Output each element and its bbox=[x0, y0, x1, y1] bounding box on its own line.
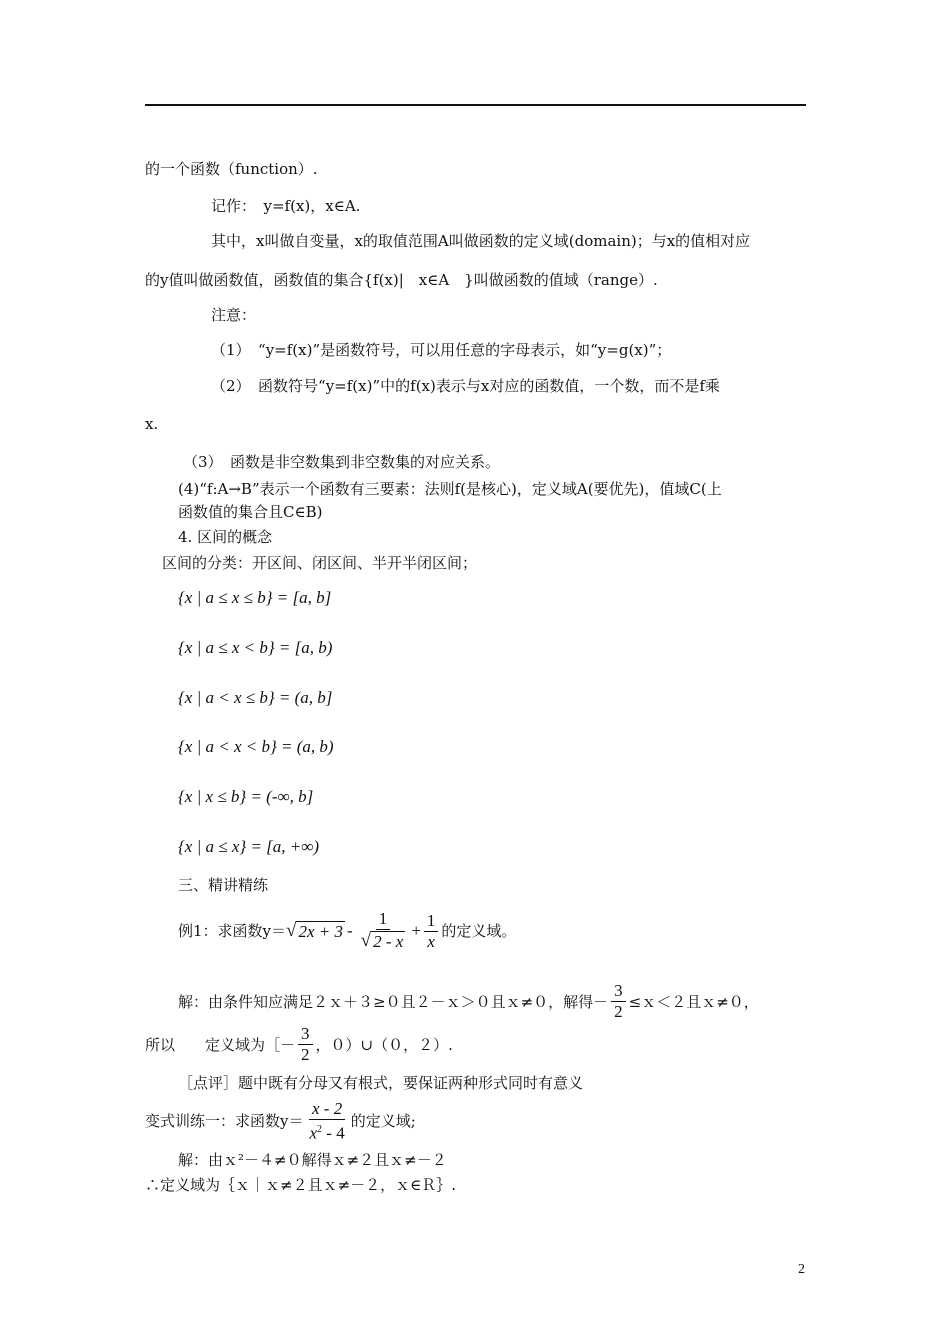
solution-2-line-1: 解：由ｘ²－４≠０解得ｘ≠２且ｘ≠－２ bbox=[178, 1151, 447, 1169]
comment: ［点评］题中既有分母又有根式，要保证两种形式同时有意义 bbox=[178, 1074, 584, 1092]
text-line: 记作： y=f(x)，x∈A. bbox=[211, 197, 361, 215]
solution-2-line-2: ∴定义域为｛ｘ｜ｘ≠２且ｘ≠－２，ｘ∈Ｒ｝. bbox=[145, 1176, 457, 1194]
radical-sign: √ bbox=[286, 919, 297, 941]
text-line: 的y值叫做函数值，函数值的集合{f(x)| x∈A }叫做函数的值域（range）. bbox=[145, 271, 658, 289]
text-line: （3） 函数是非空数集到非空数集的对应关系。 bbox=[183, 453, 501, 471]
fraction bbox=[424, 912, 439, 951]
page-number: 2 bbox=[798, 1262, 805, 1277]
fraction-numerator: 3 bbox=[298, 1025, 313, 1045]
fraction-numerator: x - 2 bbox=[309, 1100, 345, 1120]
fraction-numerator: 1 bbox=[424, 912, 439, 932]
solution-1-line-1 bbox=[178, 982, 759, 1021]
fraction-denominator: √ 2 - x bbox=[360, 930, 404, 951]
variant-exercise bbox=[145, 1100, 416, 1143]
example-1 bbox=[178, 910, 516, 952]
solution-text: 所以 定义域为［－ bbox=[145, 1035, 296, 1054]
fraction bbox=[306, 1100, 347, 1143]
denominator-rest: - 4 bbox=[322, 1123, 345, 1143]
interval-formula: {x | x ≤ b} = (-∞, b] bbox=[178, 787, 314, 806]
fraction-denominator: 2 bbox=[614, 1002, 623, 1021]
solution-1-line-2 bbox=[145, 1025, 453, 1064]
text-line: x. bbox=[145, 415, 159, 433]
text-line: （1） “y=f(x)”是函数符号，可以用任意的字母表示，如“y=g(x)”； bbox=[211, 341, 672, 359]
text-line: 函数值的集合且C∈B) bbox=[178, 503, 323, 521]
section-heading: 三、精讲精练 bbox=[178, 876, 269, 894]
text-line: 其中，x叫做自变量，x的取值范围A叫做函数的定义域(domain)；与x的值相对应 bbox=[211, 232, 751, 250]
fraction-denominator: x bbox=[427, 931, 435, 951]
example-prefix: 例1：求函数y＝ bbox=[178, 922, 287, 940]
interval-formula: {x | a ≤ x < b} = [a, b) bbox=[178, 638, 333, 657]
solution-text: ≤ｘ＜２且ｘ≠０， bbox=[628, 992, 759, 1011]
radicand: 2x + 3 bbox=[298, 921, 343, 941]
header-rule bbox=[145, 104, 806, 106]
text-line: (4)“f:A→B”表示一个函数有三要素：法则f(是核心)，定义域A(要优先)，值域C(上 bbox=[178, 480, 722, 498]
interval-formula: {x | a < x < b} = (a, b) bbox=[178, 737, 334, 756]
sqrt-expression bbox=[286, 921, 345, 942]
section-heading: 4. 区间的概念 bbox=[178, 528, 273, 546]
exponent: 2 bbox=[317, 1124, 323, 1135]
interval-formula: {x | a ≤ x ≤ b} = [a, b] bbox=[178, 588, 332, 607]
fraction bbox=[358, 910, 409, 952]
radicand: 2 - x bbox=[373, 932, 404, 951]
text-line: 区间的分类：开区间、闭区间、半开半闭区间； bbox=[162, 554, 478, 572]
text-line: 的一个函数（function）. bbox=[145, 160, 318, 178]
text-line: （2） 函数符号“y=f(x)”中的f(x)表示与x对应的函数值，一个数，而不是f乘 bbox=[211, 377, 720, 395]
variant-suffix: 的定义域; bbox=[350, 1112, 416, 1131]
fraction bbox=[611, 982, 626, 1021]
variant-prefix: 变式训练一：求函数y＝ bbox=[145, 1112, 304, 1131]
text-line: 注意： bbox=[211, 306, 257, 324]
example-suffix: 的定义域。 bbox=[441, 922, 517, 940]
operator: - bbox=[347, 921, 353, 940]
interval-formula: {x | a < x ≤ b} = (a, b] bbox=[178, 688, 333, 707]
fraction bbox=[298, 1025, 313, 1064]
fraction-numerator: 1 bbox=[376, 910, 391, 930]
solution-text: ，０）∪（０，２）. bbox=[315, 1035, 453, 1054]
fraction-denominator: 2 bbox=[301, 1045, 310, 1064]
interval-formula: {x | a ≤ x} = [a, +∞) bbox=[178, 837, 320, 856]
denominator-base: x bbox=[309, 1123, 318, 1143]
fraction-numerator: 3 bbox=[611, 982, 626, 1002]
fraction-denominator bbox=[306, 1120, 347, 1143]
operator: + bbox=[411, 921, 421, 940]
solution-text: 解：由条件知应满足２ｘ＋３≥０且２－ｘ＞０且ｘ≠０，解得－ bbox=[178, 992, 609, 1011]
